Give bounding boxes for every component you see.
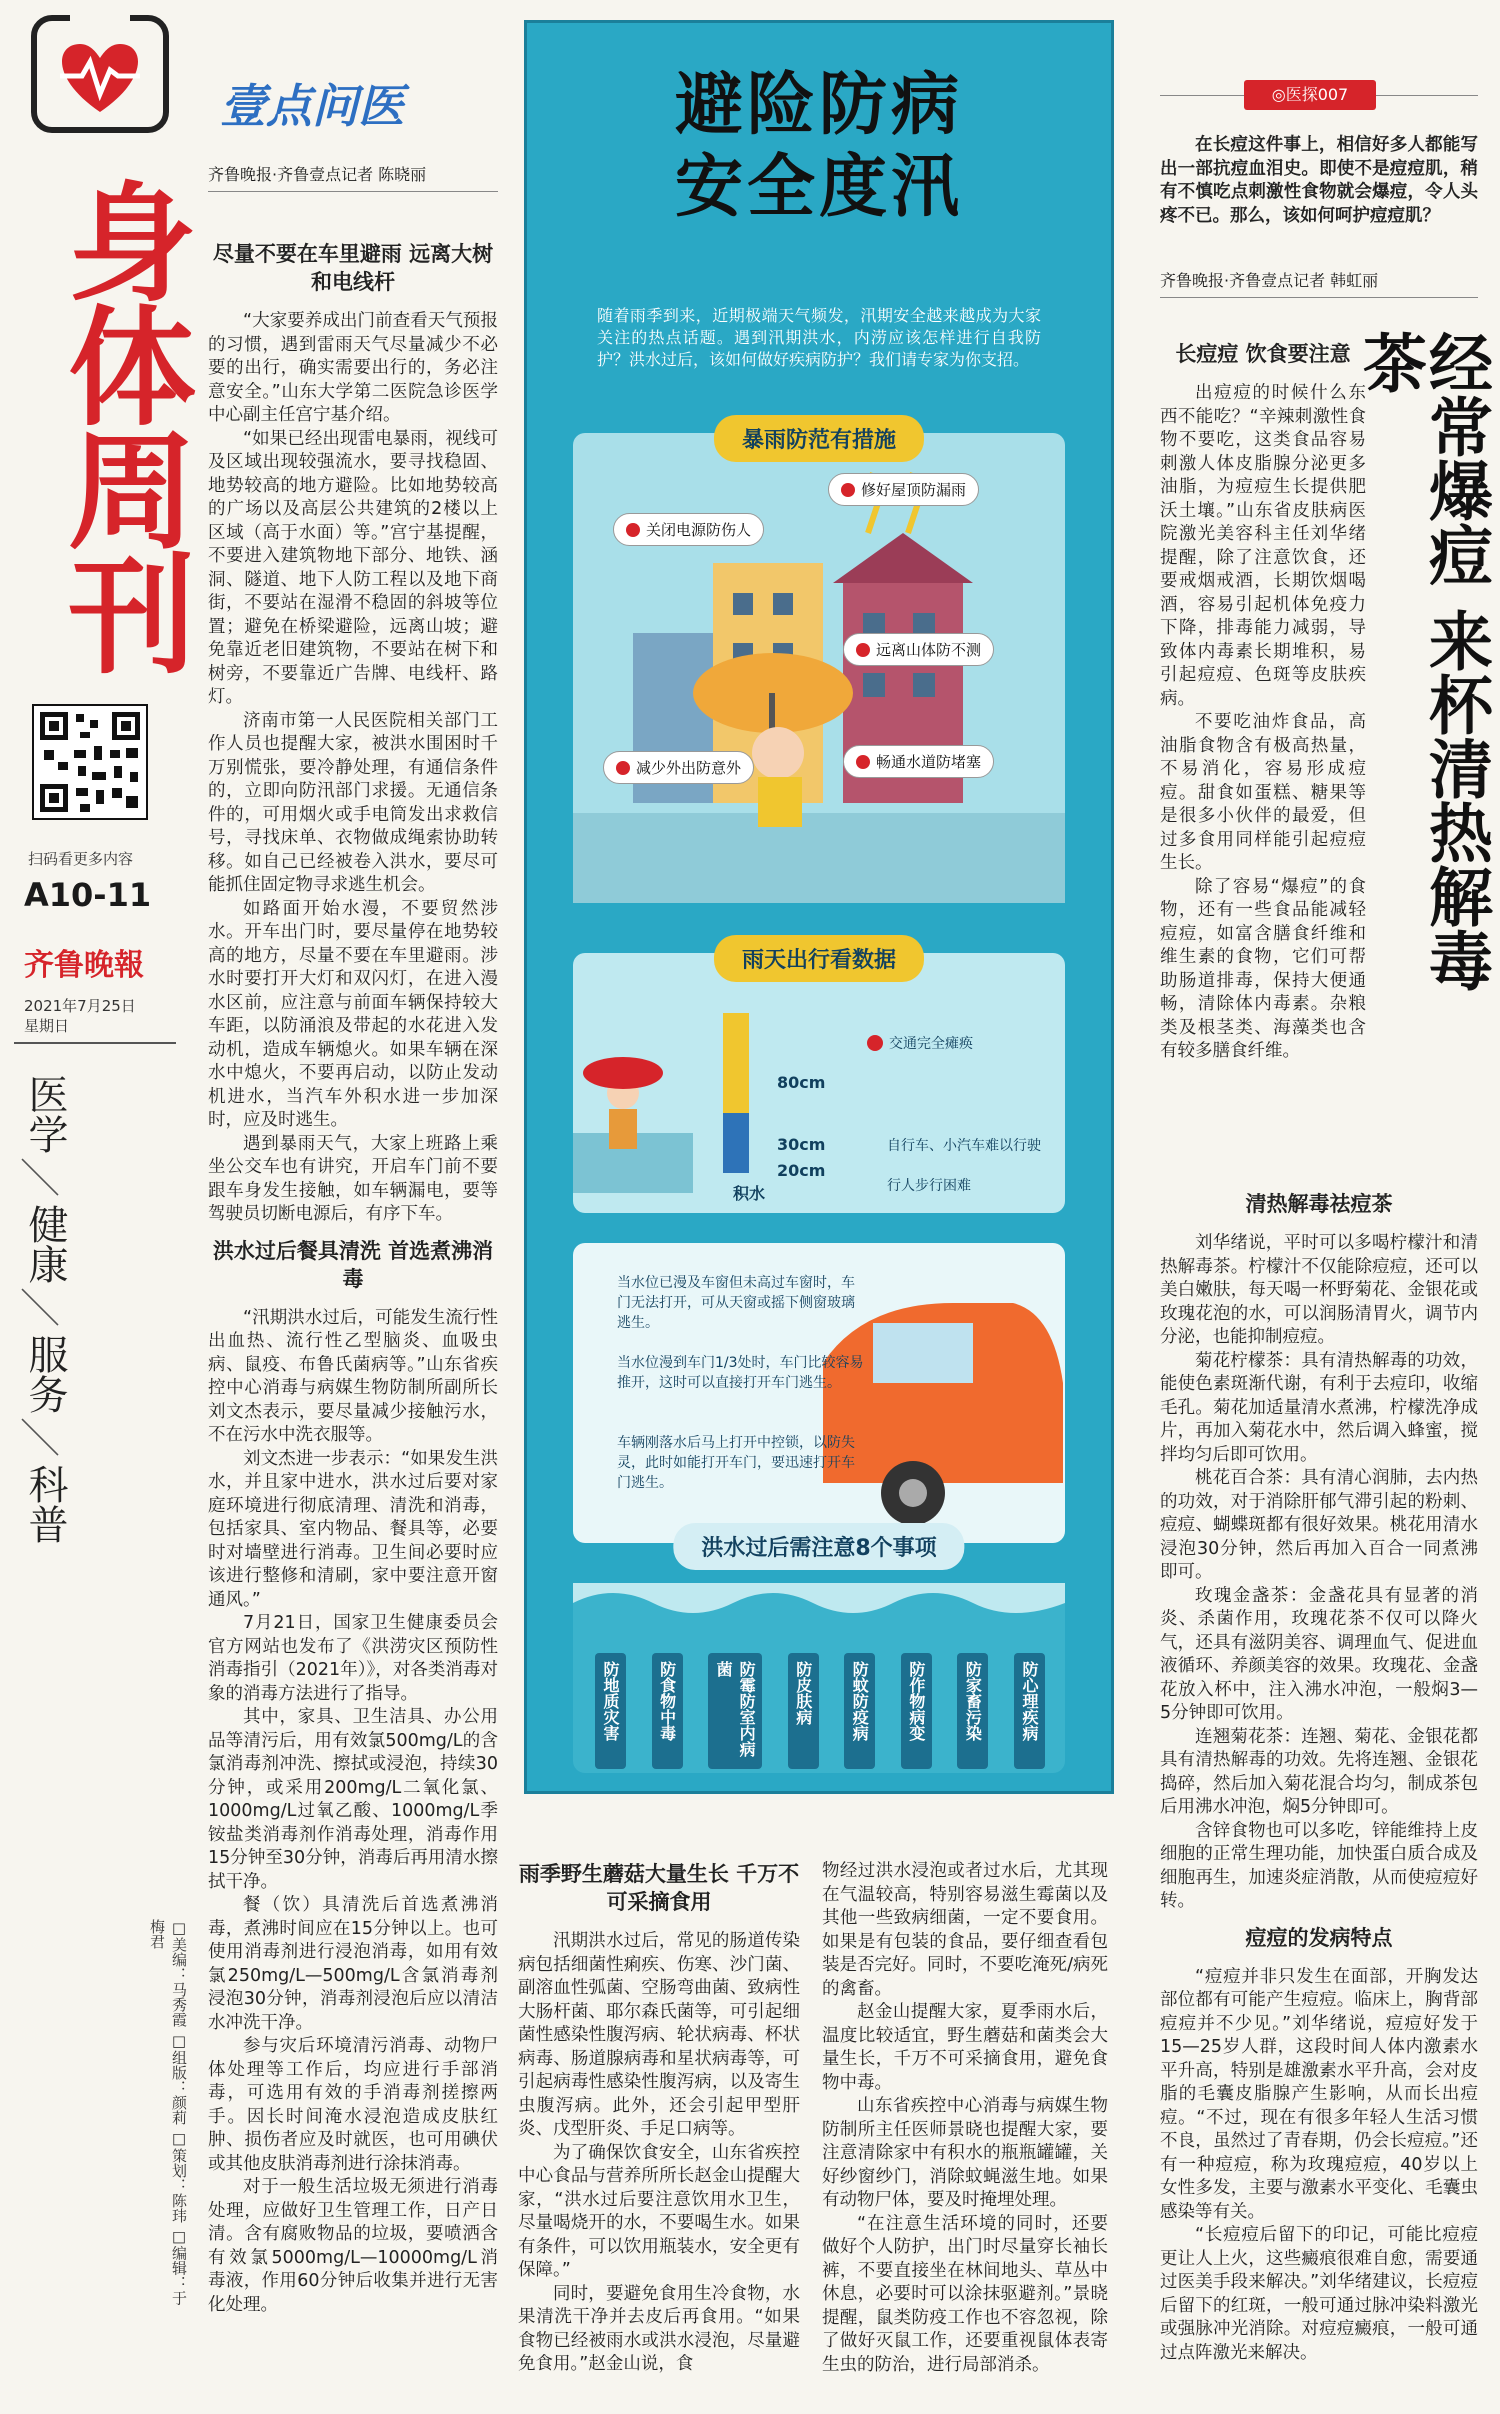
- precaution-item: 防家畜污染: [957, 1653, 988, 1769]
- paragraph: 除了容易“爆痘”的食物，还有一些食品能减轻痘痘，如富含膳食纤维和维生素的食物，它们可帮助肠道排毒，保持大便通畅，清除体内毒素。杂粮类及根茎类、海藻类也含有较多膳食纤维。: [1160, 876, 1366, 1061]
- note-text: 自行车、小汽车难以行驶: [887, 1138, 1041, 1154]
- precaution-item: 防蚊防疫病: [844, 1653, 875, 1769]
- section-item: 服务: [22, 1334, 68, 1414]
- section-label: 雨天出行看数据: [714, 935, 924, 982]
- dot-icon: [856, 755, 870, 769]
- section-item: 科普: [22, 1464, 68, 1544]
- sub-headline: 长痘痘 饮食要注意: [1175, 342, 1351, 366]
- column-c: [518, 1860, 800, 2377]
- paragraph: 玫瑰金盏茶：金盏花具有显著的消炎、杀菌作用，玫瑰花茶不仅可以降火气，还具有滋阴美容、调理血气、促进血液循环、养颜美容的效果。玫瑰花、金盏花放入杯中，注入沸水冲泡，一般焖3—5分钟即可饮用。: [1160, 1585, 1478, 1723]
- credit-item: □编辑：于梅君: [148, 1919, 188, 2306]
- paragraph: 刘华绪说，平时可以多喝柠檬汁和清热解毒茶。柠檬汁不仅能除痘痘，还可以美白嫩肤，每天喝一杯野菊花、金银花或玫瑰花泡的水，可以润肠清胃火，调节内分泌，也能抑制痘痘。: [1160, 1233, 1478, 1347]
- paragraph: 不要吃油炸食品，高油脂食物含有极高热量，不易消化，容易形成痘痘。甜食如蛋糕、糖果等是很多小伙伴的最爱，但过多食用同样能引起痘痘生长。: [1160, 712, 1366, 873]
- precaution-item: 防心理疾病: [1014, 1653, 1045, 1769]
- column-badge: ◎医探007: [1244, 80, 1376, 110]
- section-logo: 壹点问医: [220, 79, 404, 133]
- paragraph: 餐（饮）具清洗后首选煮沸消毒，煮沸时间应在15分钟以上。也可使用消毒剂进行浸泡消毒，如用有效氯250mg/L—500mg/L含氯消毒剂浸泡30分钟，消毒剂浸泡后应以清洁水冲洗干净。: [208, 1895, 498, 2033]
- precaution-item: 防作物病变: [901, 1653, 932, 1769]
- weekday-text: 星期日: [24, 1017, 70, 1035]
- paragraph: 参与灾后环境清污消毒、动物尸体处理等工作后，均应进行手部消毒，可选用有效的手消毒剂搓擦两手。因长时间淹水浸泡造成皮肤红肿、损伤者应及时就医，也可用碘伏或其他皮肤消毒剂进行涂抹消毒。: [208, 2036, 498, 2174]
- rainstorm-scene-icon: [573, 433, 1065, 903]
- paragraph: 如路面开始水漫，不要贸然涉水。开车出门时，要尽量停在地势较高的地方，尽量不要在车里避雨。涉水时要打开大灯和双闪灯，在进入漫水区前，应注意与前面车辆保持较大车距，以防涌浪及带起的水花进入发动机，造成车辆熄火。如果车辆在深水中熄火，不要再启动，以防止发动机进水，当汽车外积水进一步加深时，应及时逃生。: [208, 898, 498, 1130]
- feature-title: 经常爆痘 来杯清热解毒茶: [1352, 330, 1493, 993]
- paragraph: 为了确保饮食安全，山东省疾控中心食品与营养所所长赵金山提醒大家，“洪水过后要注意饮用水卫生，尽量喝烧开的水，不要喝生水。如果有条件，可以饮用瓶装水，安全更有保障。”: [518, 2142, 800, 2280]
- column-e: [1160, 340, 1366, 1064]
- note-text: 行人步行困难: [887, 1178, 971, 1194]
- paragraph: 7月21日，国家卫生健康委员会官方网站也发布了《洪涝灾区预防性消毒指引（2021年）》，对各类消毒对象的消毒方法进行了指导。: [208, 1613, 498, 1704]
- dot-icon: [626, 523, 640, 537]
- tip-tag: [828, 473, 979, 506]
- paragraph: “痘痘并非只发生在面部，开胸发达部位都有可能产生痘痘。临床上，胸背部痘痘并不少见。”刘华绪说，痘痘好发于15—25岁人群，这段时间人体内激素水平升高，特别是雄激素水平升高，会对皮脂的毛囊皮脂腺产生影响，从而长出痘痘。“不过，现在有很多年轻人生活习惯不良，虽然过了青春期，仍会长痘痘。”还有一种痘痘，称为玫瑰痘痘，40岁以上女性多发，主要与激素水平变化、毛囊虫感染等有关。: [1160, 1966, 1478, 2222]
- precaution-item: 防霉防室内病菌: [708, 1653, 762, 1769]
- warning-icon: [867, 1035, 883, 1051]
- paragraph: “大家要养成出门前查看天气预报的习惯，遇到雷雨天气尽量减少不必要的出行，确实需要出行的，务必注意安全。”山东大学第二医院急诊医学中心副主任宫宁基介绍。: [208, 311, 498, 425]
- qr-code-icon: [34, 706, 146, 818]
- section-label: 洪水过后需注意8个事项: [673, 1523, 964, 1570]
- precaution-list: [595, 1653, 1045, 1769]
- paragraph: 含锌食物也可以多吃，锌能维持上皮细胞的正常生理功能，加快蛋白质合成及细胞再生，加速炎症消散，从而使痘痘好转。: [1160, 1820, 1478, 1911]
- precaution-item: 防食物中毒: [652, 1653, 683, 1769]
- paragraph: 汛期洪水过后，常见的肠道传染病包括细菌性痢疾、伤寒、沙门菌、副溶血性弧菌、空肠弯曲菌、致病性大肠杆菌、耶尔森氏菌等，可引起细菌性感染性腹泻病、轮状病毒、杯状病毒、肠道腺病毒和星状病毒等，可引起病毒性感染性腹泻病，以及寄生虫腹泻病。此外，还会引起甲型肝炎、戊型肝炎、手足口病等。: [518, 1931, 800, 2139]
- masthead-title: 身体周刊: [46, 176, 195, 672]
- precaution-item: 防皮肤病: [788, 1653, 819, 1769]
- qr-caption: 扫码看更多内容: [28, 850, 134, 868]
- dot-icon: [616, 761, 630, 775]
- paragraph: 同时，要避免食用生冷食物，水果清洗干净并去皮后再食用。“如果食物已经被雨水或洪水浸泡，尽量避免食用。”赵金山说，食: [518, 2283, 800, 2374]
- paragraph: 刘文杰进一步表示：“如果发生洪水，并且家中进水，洪水过后要对家庭环境进行彻底清理、清洗和消毒，包括家具、室内物品、餐具等，必要时对墙壁进行消毒。卫生间必要时应该进行整修和清刷，家中要注意开窗通风。”: [208, 1448, 498, 1610]
- tip-text: 畅通水道防堵塞: [876, 753, 982, 771]
- separator-icon: ＼: [20, 1416, 60, 1462]
- paragraph: 济南市第一人民医院相关部门工作人员也提醒大家，被洪水围困时千万别慌张，要冷静处理，有通信条件的，立即向防汛部门求援。无通信条件的，可用烟火或手电筒发出求救信号，寻找床单、衣物做成绳索协助转移。如自己已经被卷入洪水，要尽可能抓住固定物寻求逃生机会。: [208, 710, 498, 895]
- escape-note: 当水位已漫及车窗但未高过车窗时，车门无法打开，可从天窗或摇下侧窗玻璃逃生。: [617, 1275, 855, 1331]
- credit-item: □策划：陈玮: [170, 2129, 188, 2223]
- date-text: 2021年7月25日: [24, 997, 136, 1015]
- section-item: 医学: [22, 1074, 68, 1154]
- byline: 齐鲁晚报·齐鲁壹点记者 韩虹丽: [1160, 268, 1478, 298]
- article-headline: 尽量不要在车里避雨 远离大树和电线杆: [212, 242, 494, 294]
- paragraph: 赵金山提醒大家，夏季雨水后，温度比较适宜，野生蘑菇和菌类会大量生长，千万不可采摘食用，避免食物中毒。: [822, 2002, 1108, 2093]
- column-d: [822, 1860, 1108, 2377]
- separator-icon: ＼: [20, 1156, 60, 1202]
- byline: 齐鲁晚报·齐鲁壹点记者 陈晓丽: [208, 162, 498, 192]
- tip-text: 关闭电源防伤人: [646, 521, 752, 539]
- paragraph: 连翘菊花茶：连翘、菊花、金银花都具有清热解毒的功效。先将连翘、金银花捣碎，然后加入菊花混合均匀，制成茶包后用沸水冲泡，焖5分钟即可。: [1160, 1726, 1478, 1817]
- tick-label: 80cm: [777, 1073, 826, 1092]
- escape-note: 车辆刚落水后马上打开中控锁，以防失灵，此时如能打开车门，要迅速打开车门逃生。: [617, 1435, 855, 1491]
- paragraph: 菊花柠檬茶：具有清热解毒的功效，能使色素斑渐代谢，有利于去痘印，收缩毛孔。菊花加适量清水煮沸，柠檬洗净成片，再加入菊花水中，然后调入蜂蜜，搅拌均匀后即可饮用。: [1160, 1350, 1478, 1465]
- escape-note: 当水位漫到车门1/3处时，车门比较容易推开，这时可以直接打开车门逃生。: [617, 1355, 864, 1391]
- masthead-divider: [14, 1042, 176, 1044]
- note-text: 交通完全瘫痪: [889, 1036, 973, 1052]
- travel-note: [887, 1175, 971, 1195]
- paper-name: 齐鲁晚報: [24, 948, 144, 983]
- tip-tag: [843, 745, 994, 778]
- infographic-title: [527, 65, 1111, 229]
- precaution-item: 防地质灾害: [595, 1653, 626, 1769]
- axis-label: 积水: [733, 1184, 766, 1203]
- credits: [120, 1919, 190, 2319]
- sub-headline: 痘痘的发病特点: [1245, 1925, 1393, 1950]
- paragraph: 山东省疾控中心消毒与病媒生物防制所主任医师景晓也提醒大家，要注意清除家中有积水的瓶瓶罐罐，关好纱窗纱门，消除蚊蝇滋生地。如果有动物尸体，要及时掩埋处理。: [822, 2096, 1108, 2210]
- paragraph: 其中，家具、卫生洁具、办公用品等清污后，用有效氯500mg/L的含氯消毒剂冲洗、擦拭或浸泡，持续30分钟，或采用200mg/L二氧化氯、1000mg/L过氧乙酸、1000mg/L季铵盐类消毒剂作消毒处理，消毒作用15分钟至30分钟，消毒后再用清水擦拭干净。: [208, 1707, 498, 1892]
- page-number: A10-11: [24, 876, 152, 914]
- credit-item: □美编：马秀霞: [170, 1919, 188, 2027]
- paragraph: “如果已经出现雷电暴雨，视线可及区域出现较强流水，要寻找稳固、地势较高的地方避险。比如地势较高的广场以及高层公共建筑的2楼以上区域（高于水面）等。”宫宁基提醒，不要进入建筑物地下部分、地铁、涵洞、隧道、地下人防工程以及地下商街，不要站在湿滑不稳固的斜坡等位置；避免在桥梁避险，远离山坡；避免靠近老旧建筑物，不要站在树下和树旁，不要靠近广告牌、电线杆、路灯。: [208, 428, 498, 707]
- column-f: [1160, 1180, 1478, 2365]
- paragraph: 物经过洪水浸泡或者过水后，尤其现在气温较高，特别容易滋生霉菌以及其他一些致病细菌，一定不要食用。如果是有包装的食品，要仔细查看包装是否完好。同时，不要吃淹死/病死的禽畜。: [822, 1861, 1108, 1999]
- article-headline: 雨季野生蘑菇大量生长 千万不可采摘食用: [518, 1862, 800, 1914]
- paragraph: 桃花百合茶：具有清心润肺，去内热的功效，对于消除肝郁气滞引起的粉刺、痘痘、蝴蝶斑都有很好效果。桃花用清水浸泡30分钟，然后再加入百合一同煮沸即可。: [1160, 1468, 1478, 1582]
- tip-tag: [613, 513, 764, 546]
- masthead: [14, 14, 195, 2394]
- tick-label: 30cm: [777, 1135, 826, 1154]
- credit-item: □组版：颜莉: [170, 2031, 188, 2125]
- tip-tag: [843, 633, 994, 666]
- title-line: 安全度汛: [674, 148, 963, 227]
- paragraph: 出痘痘的时候什么东西不能吃？“辛辣刺激性食物不要吃，这类食品容易刺激人体皮脂腺分泌更多油脂，为痘痘生长提供肥沃土壤。”山东省皮肤病医院激光美容科主任刘华绪提醒，除了注意饮食，还要戒烟戒酒，长期饮烟喝酒，容易引起机体免疫力下降，排毒能力减弱，导致体内毒素长期堆积，易引起痘痘、色斑等皮肤疾病。: [1160, 383, 1366, 709]
- section-label: 暴雨防范有措施: [714, 415, 924, 462]
- separator-icon: ＼: [20, 1286, 60, 1332]
- dot-icon: [856, 643, 870, 657]
- infographic: [524, 20, 1114, 1794]
- travel-note: [867, 1033, 973, 1053]
- infographic-intro: 随着雨季到来，近期极端天气频发，汛期安全越来越成为大家关注的热点话题。遇到汛期洪水，内涝应该怎样进行自我防护？洪水过后，该如何做好疾病防护？我们请专家为你支招。: [597, 306, 1041, 369]
- title-line: 避险防病: [674, 66, 963, 145]
- tick-label: 20cm: [777, 1161, 826, 1180]
- article-headline: 洪水过后餐具清洗 首选煮沸消毒: [212, 1238, 494, 1291]
- tip-text: 修好屋顶防漏雨: [861, 481, 967, 499]
- paragraph: “汛期洪水过后，可能发生流行性出血热、流行性乙型脑炎、血吸虫病、鼠疫、布鲁氏菌病等。”山东省疾控中心消毒与病媒生物防制所副所长刘文杰表示，要尽量减少接触污水，不在污水中洗衣服等。: [208, 1307, 498, 1445]
- column-a: [208, 230, 498, 2317]
- health-logo-icon: [30, 14, 170, 134]
- tip-text: 减少外出防意外: [636, 759, 742, 777]
- section-item: 健康: [22, 1204, 68, 1284]
- tip-text: 远离山体防不测: [876, 641, 982, 659]
- travel-note: [887, 1135, 1041, 1155]
- lead-text: 在长痘这件事上，相信好多人都能写出一部抗痘血泪史。即使不是痘痘肌，稍有不慎吃点刺激性食物就会爆痘，令人头疼不已。那么，该如何呵护痘痘肌？: [1160, 135, 1478, 226]
- paragraph: “在注意生活环境的同时，还要做好个人防护，出门时尽量穿长袖长裤，不要直接坐在林间地头、草丛中休息，必要时可以涂抹驱避剂。”景晓提醒，鼠类防疫工作也不容忽视，除了做好灭鼠工作，还要重视鼠体表寄生虫的防治，进行局部消杀。: [822, 2213, 1108, 2375]
- qr-code[interactable]: [32, 704, 148, 820]
- sub-headline: 清热解毒祛痘茶: [1245, 1192, 1393, 1216]
- paragraph: “长痘痘后留下的印记，可能比痘痘更让人上火，这些癜痕很难自愈，需要通过医美手段来解决。”刘华绪建议，长痘痘后留下的红斑，一般可通过脉冲染料激光或强脉冲光消除。对痘痘癜痕，一般可通过点阵激光来解决。: [1160, 2225, 1478, 2363]
- dot-icon: [841, 483, 855, 497]
- rainstorm-panel: [573, 433, 1065, 903]
- lead-paragraph: [1160, 134, 1478, 228]
- issue-date: [24, 996, 136, 1036]
- section-list: [20, 1074, 80, 1544]
- tip-tag: [603, 751, 754, 784]
- paragraph: 遇到暴雨天气，大家上班路上乘坐公交车也有讲究，开启车门前不要跟车身发生接触，如车辆漏电，要等驾驶员切断电源后，有序下车。: [208, 1133, 498, 1224]
- paragraph: 对于一般生活垃圾无须进行消毒处理，应做好卫生管理工作，日产日清。含有腐败物品的垃圾，要喷洒含有效氯5000mg/L—10000mg/L消毒液，作用60分钟后收集并进行无害化处理。: [208, 2177, 498, 2315]
